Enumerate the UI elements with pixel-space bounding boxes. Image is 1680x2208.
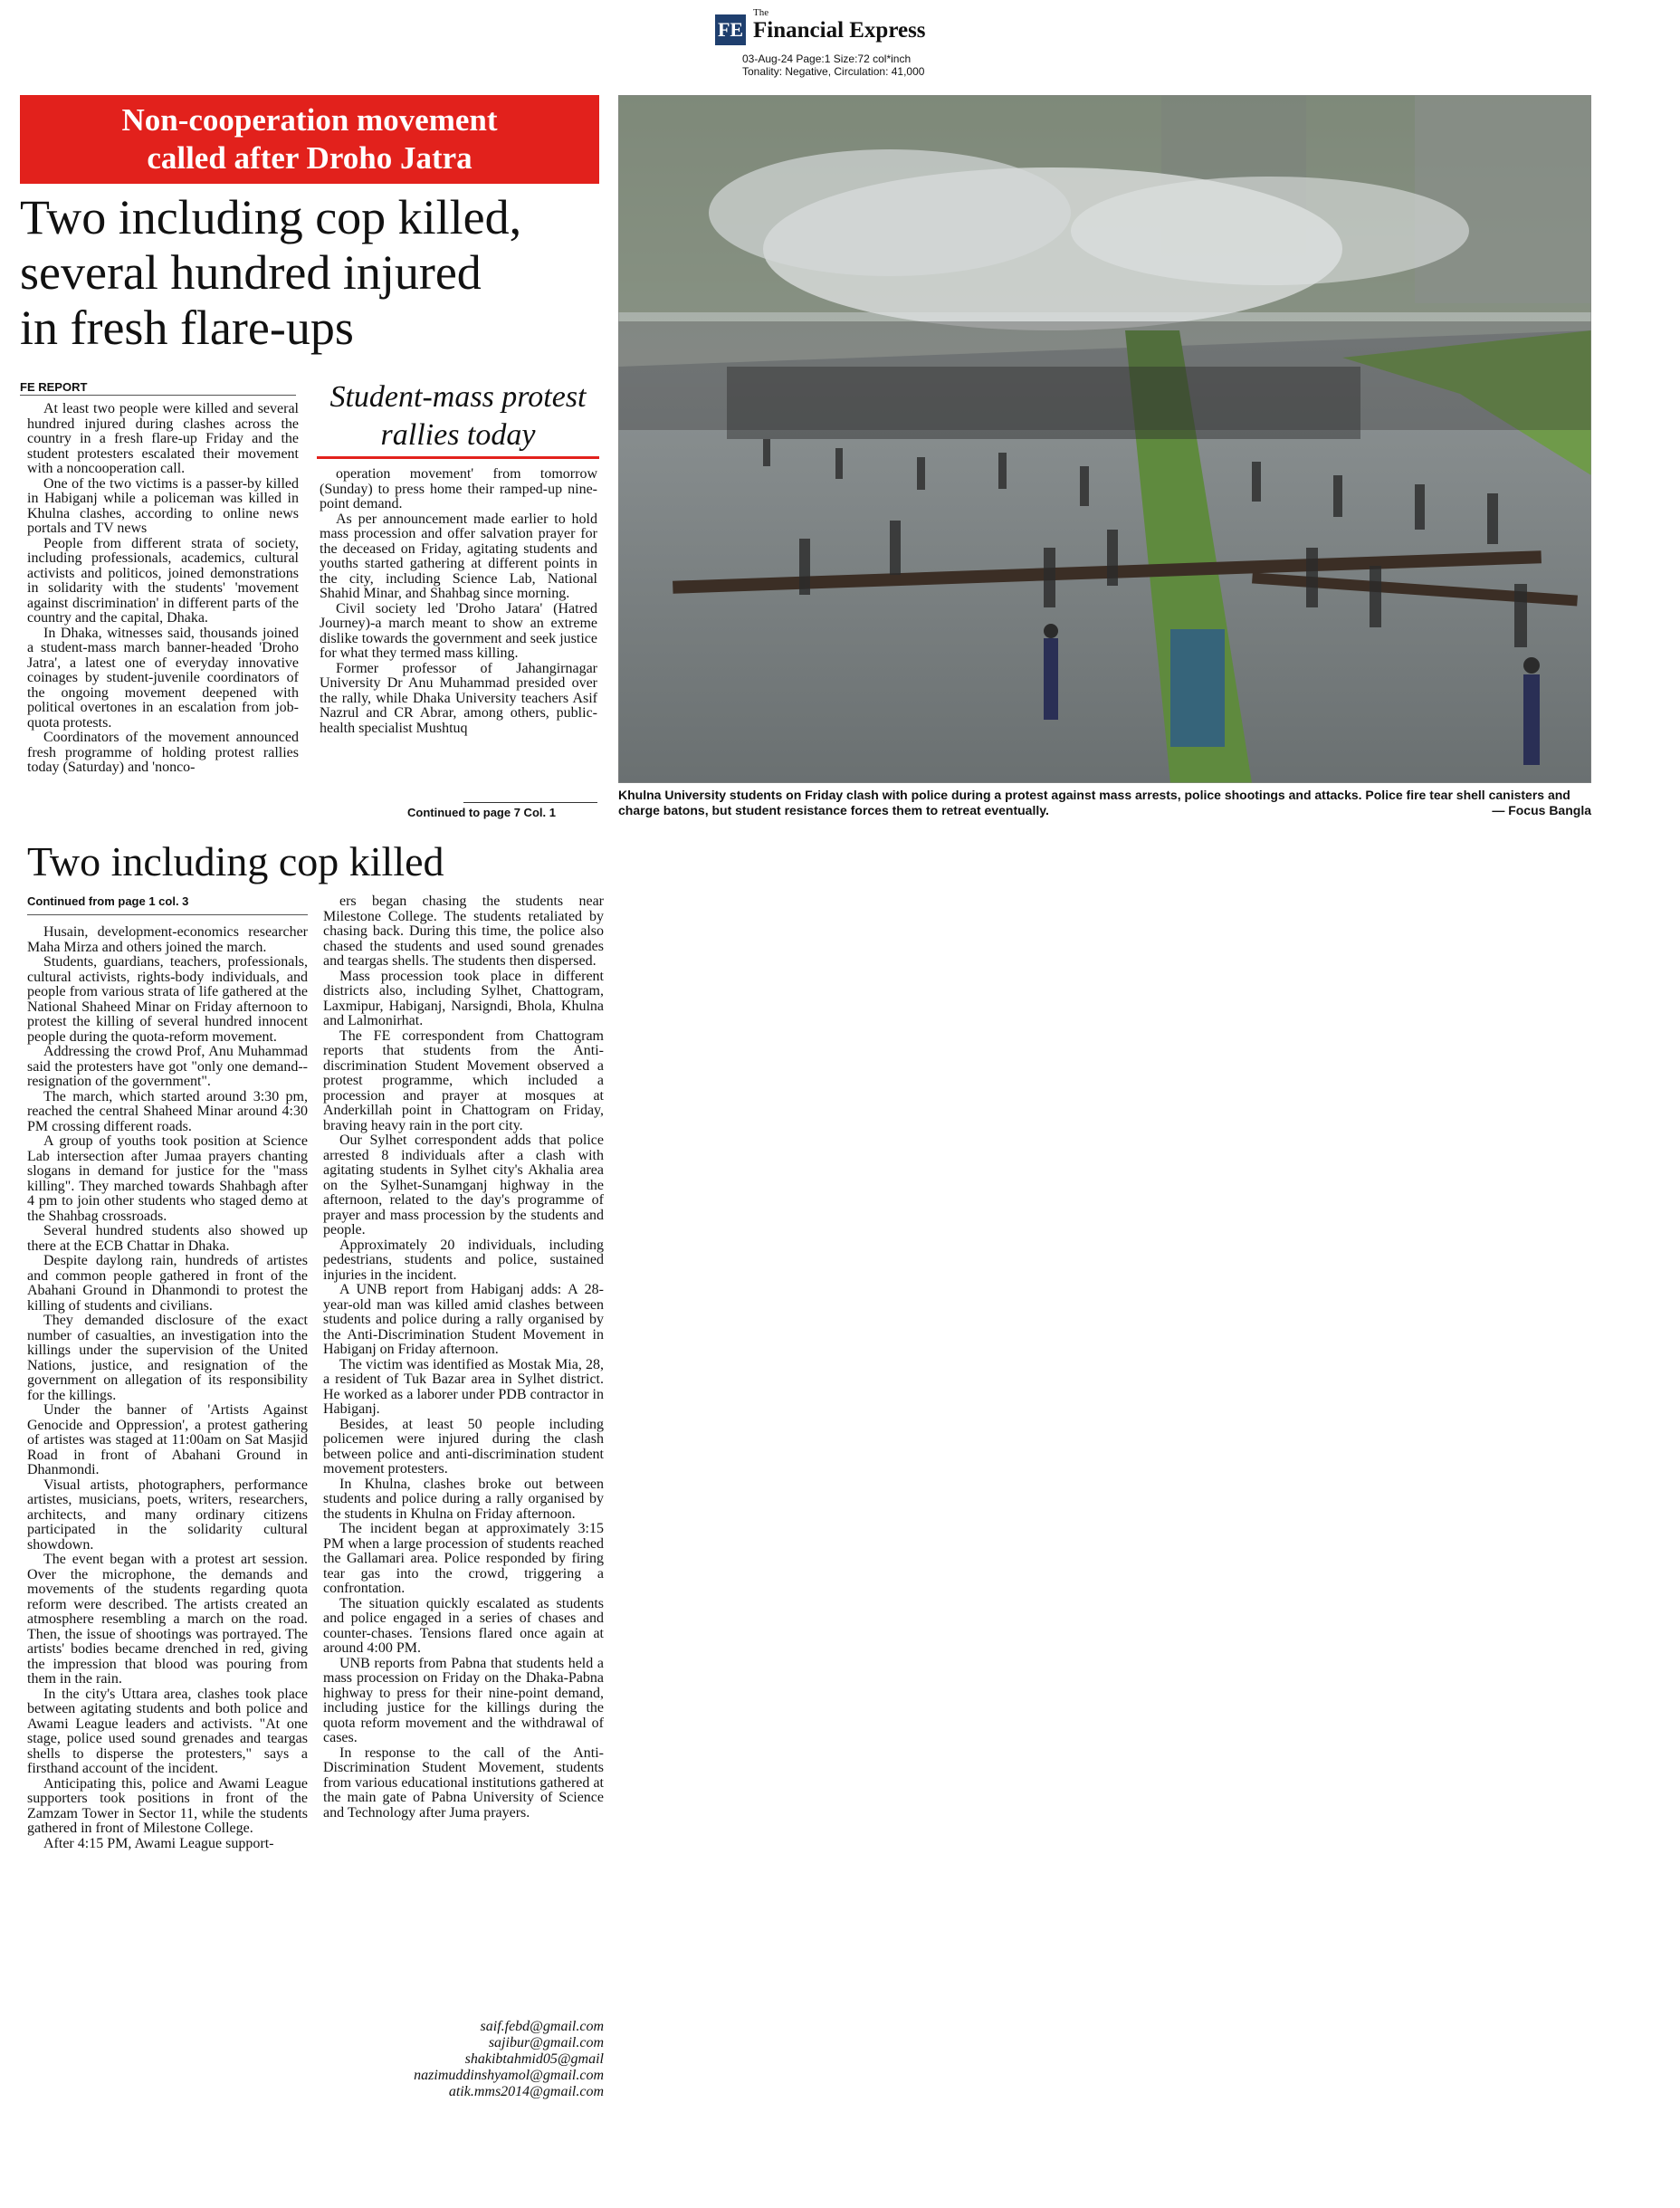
masthead xyxy=(715,7,987,80)
kicker-line-1: Non-cooperation movement xyxy=(121,102,498,138)
byline-rule xyxy=(20,395,296,396)
article-paragraph: Besides, at least 50 people including policemen were injured during the clash between police and anti-discrimination student movement protesters. xyxy=(323,1416,604,1477)
clipping-meta-tonality: Tonality: Negative, Circulation: 41,000 xyxy=(742,65,925,78)
article-paragraph: Under the banner of 'Artists Against Genocide and Oppression', a protest gathering of artistes was staged at 11:00am on Sat Masjid Road in front of Abahani Ground in Dhanmondi. xyxy=(27,1402,308,1477)
reporter-emails xyxy=(323,2019,604,2100)
article-paragraph: UNB reports from Pabna that students held a mass procession on Friday on the Dhaka-Pabna highway to press for their nine-point demand, including justice for the killings during the quota reform movement and the withdrawal of cases. xyxy=(323,1655,604,1745)
article-paragraph: As per announcement made earlier to hold mass procession and offer salvation prayer for the deceased on Friday, agitating students and youths started gathering at different points in the city, including Science Lab, National Shahid Minar, and Shahbag since morning. xyxy=(320,511,597,601)
byline: FE REPORT xyxy=(20,380,88,394)
fe-logo: FE xyxy=(715,14,746,45)
article-paragraph: In Dhaka, witnesses said, thousands joined a student-mass march banner-headed 'Droho Jatra', a latest one of everyday innovative coinages by student-juvenile coordinators of the ongoing movement deepened with political overtones in an escalation from job-quota protests. xyxy=(27,625,299,731)
main-headline xyxy=(20,190,608,356)
masthead-the: The xyxy=(753,7,769,18)
article-paragraph: The FE correspondent from Chattogram reports that students from the Anti-discrimination Student Movement observed a protest programme, which included a procession and prayer at mosques at Anderkillah point in Chattogram on Friday, braving heavy rain in the port city. xyxy=(323,1028,604,1133)
protest-scene-illustration xyxy=(618,95,1591,783)
article-paragraph: The victim was identified as Mostak Mia, 28, a resident of Tuk Bazar area in Sylhet district. He worked as a laborer under PDB contractor in Habiganj. xyxy=(323,1356,604,1417)
headline-line-3: in fresh flare-ups xyxy=(20,301,354,355)
article-paragraph: In response to the call of the Anti-Discrimination Student Movement, students from various educational institutions gathered at the main gate of Pabna University of Science and Technology after Juma prayers. xyxy=(323,1744,604,1821)
headline-line-1: Two including cop killed, xyxy=(20,190,522,244)
article-paragraph: A UNB report from Habiganj adds: A 28-year-old man was killed amid clashes between students and police during a rally organised by the Anti-Discrimination Student Movement in Habiganj on Friday afternoon. xyxy=(323,1282,604,1357)
jump-headline: Two including cop killed xyxy=(27,838,444,884)
reporter-email: atik.mms2014@gmail.com xyxy=(448,2084,604,2099)
article-paragraph: At least two people were killed and several hundred injured during clashes across the country in a fresh flare-up Friday and the student protesters escalated their movement with a noncooperation call. xyxy=(27,402,299,476)
news-photo xyxy=(618,95,1591,783)
article-paragraph: In the city's Uttara area, clashes took place between agitating students and both police and Awami League leaders and activists. "At one stage, police used sound grenades and teargas shells to disperse the protesters," says a firsthand account of the incident. xyxy=(27,1686,308,1776)
article-paragraph: Addressing the crowd Prof, Anu Muhammad said the protesters have got "only one demand--resignation of the government". xyxy=(27,1044,308,1089)
caption-text: Khulna University students on Friday clash with police during a protest against mass arrests, police shootings and attacks. Police fire tear shell canisters and charge batons, but student resistance forces them to retreat eventually. xyxy=(618,788,1570,817)
photo-caption xyxy=(618,788,1591,818)
continued-to-note: Continued to page 7 Col. 1 xyxy=(407,806,556,819)
article-paragraph: The situation quickly escalated as students and police engaged in a series of chases and counter-chases. Tensions flared once again at around 4:00 PM. xyxy=(323,1595,604,1656)
article-paragraph: operation movement' from tomorrow (Sunday) to press home their ramped-up nine-point demand. xyxy=(320,467,597,511)
article-paragraph: Former professor of Jahangirnagar University Dr Anu Muhammad presided over the rally, while Dhaka University teachers Asif Nazrul and CR Abrar, among others, public-health specialist Mushtuq xyxy=(320,660,597,736)
continued-from-note: Continued from page 1 col. 3 xyxy=(27,894,189,908)
deck-line-1: Student-mass protest xyxy=(329,380,587,414)
article-paragraph: The march, which started around 3:30 pm, reached the central Shaheed Minar around 4:30 PM crossing different roads. xyxy=(27,1088,308,1134)
masthead-name: Financial Express xyxy=(753,18,926,43)
article-paragraph: Despite daylong rain, hundreds of artistes and common people gathered in front of the Abahani Ground in Dhanmondi to protest the killing of students and civilians. xyxy=(27,1253,308,1314)
article-paragraph: Husain, development-economics researcher Maha Mirza and others joined the march. xyxy=(27,925,308,955)
article-column-1 xyxy=(27,402,299,827)
article-paragraph: After 4:15 PM, Awami League support- xyxy=(43,1835,274,1851)
reporter-email: shakibtahmid05@gmail xyxy=(464,2051,604,2067)
continued-from-rule xyxy=(27,914,308,915)
article-paragraph: Anticipating this, police and Awami League supporters took positions in front of the Zamzam Tower in Sector 11, while the students gathered in front of Milestone College. xyxy=(27,1775,308,1836)
article-paragraph: Our Sylhet correspondent adds that police arrested 8 individuals after a clash with agitating students in Sylhet city's Akhalia area on the Sylhet-Sunamganj highway in the afternoon, related to the day's programme of prayer and mass procession by the students and people. xyxy=(323,1133,604,1238)
kicker-line-2: called after Droho Jatra xyxy=(147,140,472,176)
article-paragraph: The event began with a protest art session. Over the microphone, the demands and movements of the students regarding quota reform were described. The artists created an atmosphere resembling a march on the road. Then, the issue of shootings was portrayed. The artists' bodies became drenched in red, giving the impression that blood was pouring from them in the rain. xyxy=(27,1552,308,1687)
article-paragraph: Visual artists, photographers, performance artistes, musicians, poets, writers, researchers, architects, and many ordinary citizens participated in the solidarity cultural showdown. xyxy=(27,1477,308,1553)
deck-rule xyxy=(317,456,599,459)
article-paragraph: They demanded disclosure of the exact number of casualties, an investigation into the killings under the supervision of the United Nations, justice, and resignation of the government on allegation of its responsibility for the killings. xyxy=(27,1313,308,1403)
article-paragraph: One of the two victims is a passer-by killed in Habiganj while a policeman was killed in Khulna clashes, according to online news portals and TV news xyxy=(27,475,299,536)
article-paragraph: People from different strata of society, including professionals, academics, cultural activists and politicos, joined demonstrations in solidarity with the students' 'movement against discrimination' in different parts of the country and the capital, Dhaka. xyxy=(27,535,299,626)
deck-line-2: rallies today xyxy=(380,418,536,452)
article-paragraph: The incident began at approximately 3:15 PM when a large procession of students reached the Gallamari area. Police responded by firing tear gas into the crowd, triggering a confrontation. xyxy=(323,1521,604,1596)
article-paragraph: Approximately 20 individuals, including pedestrians, students and police, sustained injuries in the incident. xyxy=(323,1237,604,1283)
headline-line-2: several hundred injured xyxy=(20,245,482,300)
photo-credit: — Focus Bangla xyxy=(1492,803,1591,817)
article-column-3 xyxy=(27,925,308,2107)
article-paragraph: A group of youths took position at Science Lab intersection after Jumaa prayers chanting slogans in demand for justice for the "mass killing". They marched towards Shahbagh after 4 pm to join other students who staged demo at the Shahbag crossroads. xyxy=(27,1133,308,1224)
article-paragraph: ers began chasing the students near Milestone College. The students retaliated by chasing back. During this time, the police also chased the students and used sound grenades and teargas shells. The students then dispersed. xyxy=(323,894,604,969)
clipping-meta-date: 03-Aug-24 Page:1 Size:72 col*inch xyxy=(742,53,912,65)
kicker-banner xyxy=(20,95,599,184)
reporter-email: sajibur@gmail.com xyxy=(488,2035,604,2050)
article-paragraph: Students, guardians, teachers, professionals, cultural activists, rights-body individuals, and people from various strata of life gathered at the National Shaheed Minar on Friday afternoon to protest the killing of several hundred innocent people during the quota-reform movement. xyxy=(27,954,308,1045)
article-column-4 xyxy=(323,894,604,2022)
reporter-email: nazimuddinshyamol@gmail.com xyxy=(414,2068,604,2083)
continued-rule xyxy=(463,802,597,803)
reporter-email: saif.febd@gmail.com xyxy=(480,2019,604,2034)
article-paragraph: Coordinators of the movement announced fresh programme of holding protest rallies today (Saturday) and 'nonco- xyxy=(27,730,299,775)
sub-headline xyxy=(317,378,599,454)
article-column-2 xyxy=(320,467,597,820)
article-paragraph: Civil society led 'Droho Jatara' (Hatred Journey)-a march meant to show an extreme dislike towards the government and seek justice for what they termed mass killing. xyxy=(320,600,597,661)
article-paragraph: Mass procession took place in different districts also, including Sylhet, Chattogram, Laxmipur, Habiganj, Narsigndi, Bhola, Khulna and Lalmonirhat. xyxy=(323,968,604,1028)
article-paragraph: In Khulna, clashes broke out between students and police during a rally organised by the students in Khulna on Friday afternoon. xyxy=(323,1476,604,1522)
article-paragraph: Several hundred students also showed up there at the ECB Chattar in Dhaka. xyxy=(27,1223,308,1254)
